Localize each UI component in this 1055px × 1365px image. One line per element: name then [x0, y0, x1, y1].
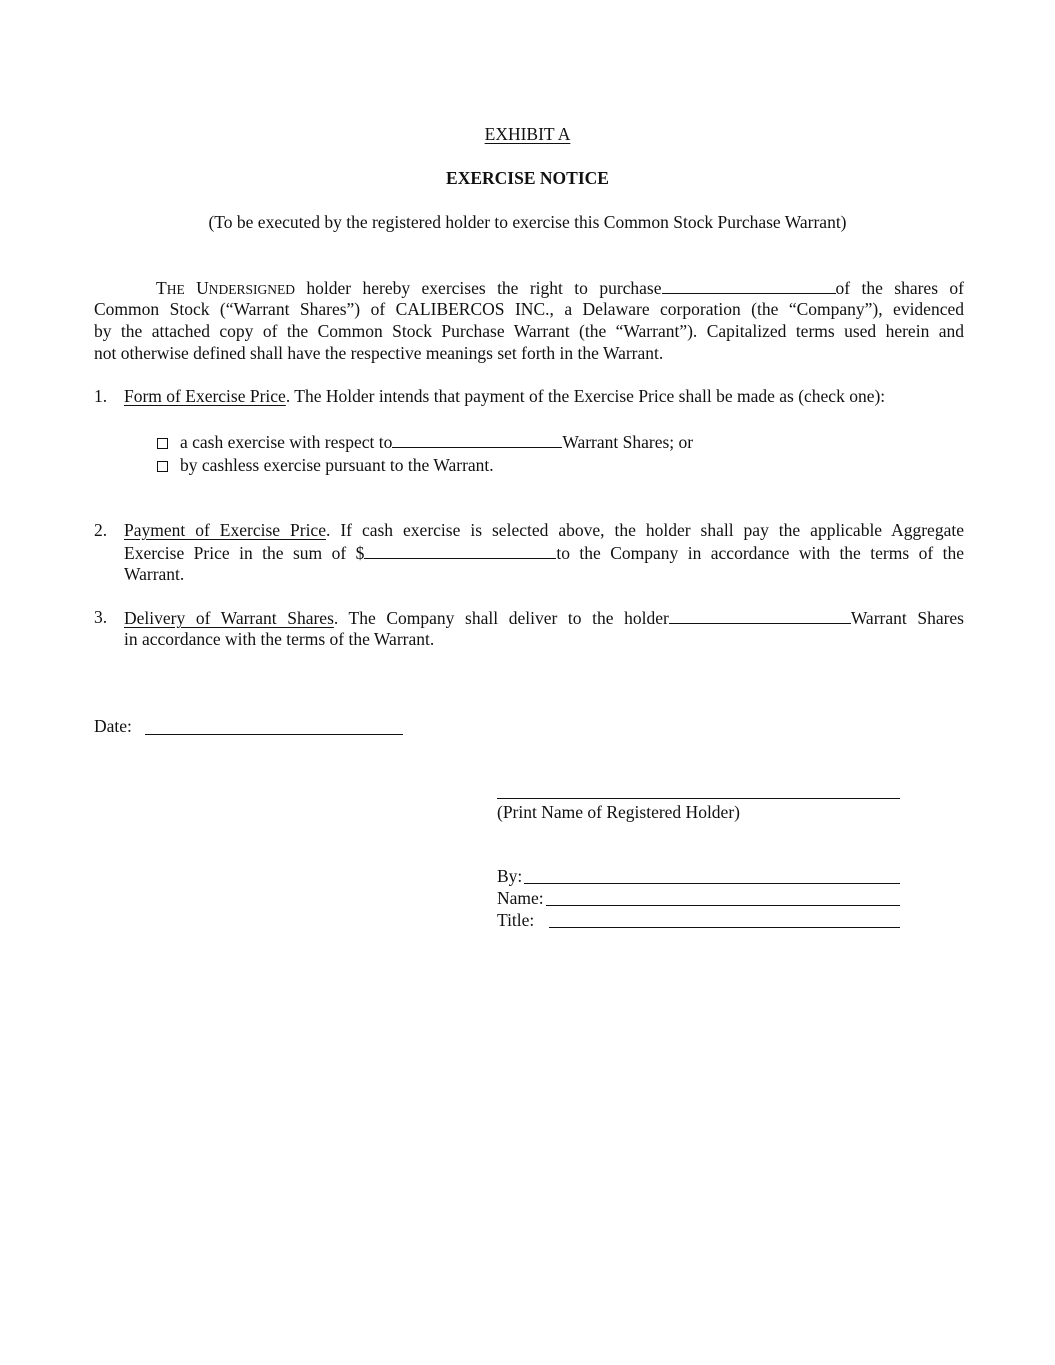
print-name-field[interactable] [497, 798, 900, 799]
section-3-line-1: Delivery of Warrant Shares. The Company shall deliver to the holder Warrant Shares [124, 608, 964, 628]
exhibit-label: EXHIBIT A [484, 124, 571, 144]
print-name-caption: (Print Name of Registered Holder) [497, 802, 740, 822]
by-label: By: [497, 866, 523, 886]
section-1-heading: Form of Exercise Price [124, 386, 286, 406]
section-3-heading: Delivery of Warrant Shares [124, 608, 334, 628]
cash-warrant-shares-field[interactable] [392, 430, 562, 448]
shares-to-purchase-field[interactable] [662, 276, 836, 294]
delivery-shares-field[interactable] [669, 606, 851, 624]
by-signature-field[interactable] [524, 883, 900, 884]
title-field[interactable] [549, 927, 900, 928]
intro-smallcaps: T [156, 278, 167, 298]
section-2-line-1: Payment of Exercise Price. If cash exercise is selected above, the holder shall pay the applicable Aggregate [124, 520, 964, 540]
section-2-line-2: Exercise Price in the sum of $ to the Company in accordance with the terms of the [124, 543, 964, 563]
option-cash-exercise[interactable]: a cash exercise with respect to Warrant Shares; or [157, 430, 693, 453]
name-field[interactable] [546, 905, 900, 906]
section-1-line: Form of Exercise Price. The Holder intends that payment of the Exercise Price shall be made as (check one): [124, 386, 886, 406]
section-3-line-2: in accordance with the terms of the Warrant. [124, 629, 435, 649]
section-3-number: 3. [94, 607, 108, 627]
cashless-exercise-checkbox[interactable] [157, 461, 168, 472]
intro-line-1: THE UNDERSIGNED holder hereby exercises the right to purchase of the shares of [156, 278, 964, 298]
section-1-number: 1. [94, 386, 108, 406]
section-2-number: 2. [94, 520, 108, 540]
option-cashless-exercise[interactable]: by cashless exercise pursuant to the Warrant. [157, 454, 494, 476]
intro-line-2: Common Stock (“Warrant Shares”) of CALIBERCOS INC., a Delaware corporation (the “Company”), evidenced [94, 299, 964, 319]
page-title: EXERCISE NOTICE [446, 168, 609, 188]
date-label: Date: [94, 716, 132, 736]
intro-line-3: by the attached copy of the Common Stock Purchase Warrant (the “Warrant”). Capitalized terms used herein and [94, 321, 964, 341]
title-label: Title: [497, 910, 535, 930]
date-field[interactable] [145, 734, 403, 735]
intro-line-4: not otherwise defined shall have the respective meanings set forth in the Warrant. [94, 343, 664, 363]
section-2-heading: Payment of Exercise Price [124, 520, 326, 540]
subtitle: (To be executed by the registered holder to exercise this Common Stock Purchase Warrant) [208, 212, 847, 232]
aggregate-price-field[interactable] [364, 541, 556, 559]
cash-exercise-checkbox[interactable] [157, 438, 168, 449]
section-2-line-3: Warrant. [124, 564, 185, 584]
name-label: Name: [497, 888, 544, 908]
